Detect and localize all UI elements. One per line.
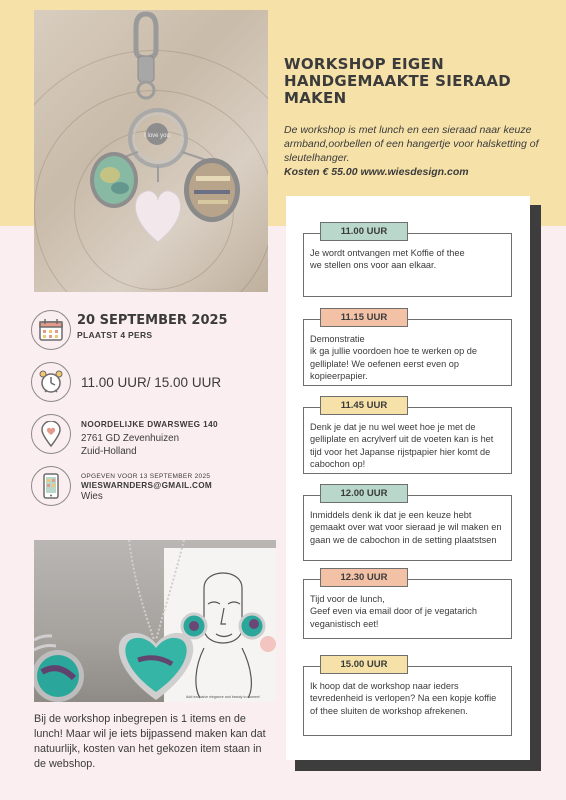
calendar-icon <box>31 310 71 350</box>
schedule-badge-5: 12.30 UUR <box>320 568 408 587</box>
alarm-clock-icon <box>31 362 71 402</box>
schedule-item-5: Tijd voor de lunch, Geef even via email door of je vegatarich veganistisch eet! <box>303 579 512 639</box>
time-text: 11.00 UUR/ 15.00 UUR <box>81 375 222 390</box>
schedule-item-2: Demonstratie ik ga jullie voordoen hoe te werken op de gelliplate! We oefenen eerst even op kopieerpapier. <box>303 319 512 386</box>
schedule-item-1: Je wordt ontvangen met Koffie of thee we stellen ons voor aan elkaar. <box>303 233 512 297</box>
address-line-2: Zuid-Holland <box>81 446 137 457</box>
location-pin-icon <box>31 414 71 454</box>
address-heading: NOORDELIJKE DWARSWEG 140 <box>81 420 218 429</box>
schedule-item-6: Ik hoop dat de workshop naar ieders tevredenheid is verlopen? Na een kopje koffie of thee sluiten de workshop afrekenen. <box>303 666 512 736</box>
love-tag-text: I love you <box>144 133 170 139</box>
earring-card-caption: Add exclusive elegance and beauty to women! <box>185 695 261 699</box>
register-email[interactable]: WIESWARNDERS@GMAIL.COM <box>81 481 213 490</box>
schedule-badge-6: 15.00 UUR <box>320 655 408 674</box>
phone-icon <box>31 466 71 506</box>
register-name: Wies <box>81 491 103 502</box>
keychain-photo <box>34 10 268 292</box>
schedule-item-4: Inmiddels denk ik dat je een keuze hebt gemaakt over wat voor sieraad je wil maken en gaan we de cabochon in de setting plaatstsen <box>303 495 512 561</box>
date-text: 20 SEPTEMBER 2025 <box>77 313 228 328</box>
footer-text: Bij de workshop inbegrepen is 1 items en de lunch! Maar wil je iets bijpassend maken kan dat natuurlijk, kosten van het gekozen item staan in de webshop. <box>34 713 266 770</box>
intro-text: De workshop is met lunch en een sieraad naar keuze armband,oorbellen of een hangertje voor halsketting of sleutelhanger. <box>284 124 539 164</box>
cost-text: Kosten € 55.00 www.wiesdesign.com <box>284 166 469 178</box>
page-title: WORKSHOP EIGEN HANDGEMAAKTE SIERAAD MAKEN <box>284 55 512 107</box>
address-line-1: 2761 GD Zevenhuizen <box>81 433 180 444</box>
schedule-badge-4: 12.00 UUR <box>320 484 408 503</box>
schedule-badge-1: 11.00 UUR <box>320 222 408 241</box>
register-heading: OPGEVEN VOOR 13 SEPTEMBER 2025 <box>81 473 211 480</box>
places-text: PLAATST 4 PERS <box>77 330 153 340</box>
schedule-badge-3: 11.45 UUR <box>320 396 408 415</box>
schedule-item-3: Denk je dat je nu wel weet hoe je met de gelliplate en acrylverf uit de voeten kan is het tijd voor het Japanse rijstpapier hier komt de cabochon op! <box>303 407 512 474</box>
schedule-badge-2: 11.15 UUR <box>320 308 408 327</box>
jewelry-photo <box>34 540 276 702</box>
